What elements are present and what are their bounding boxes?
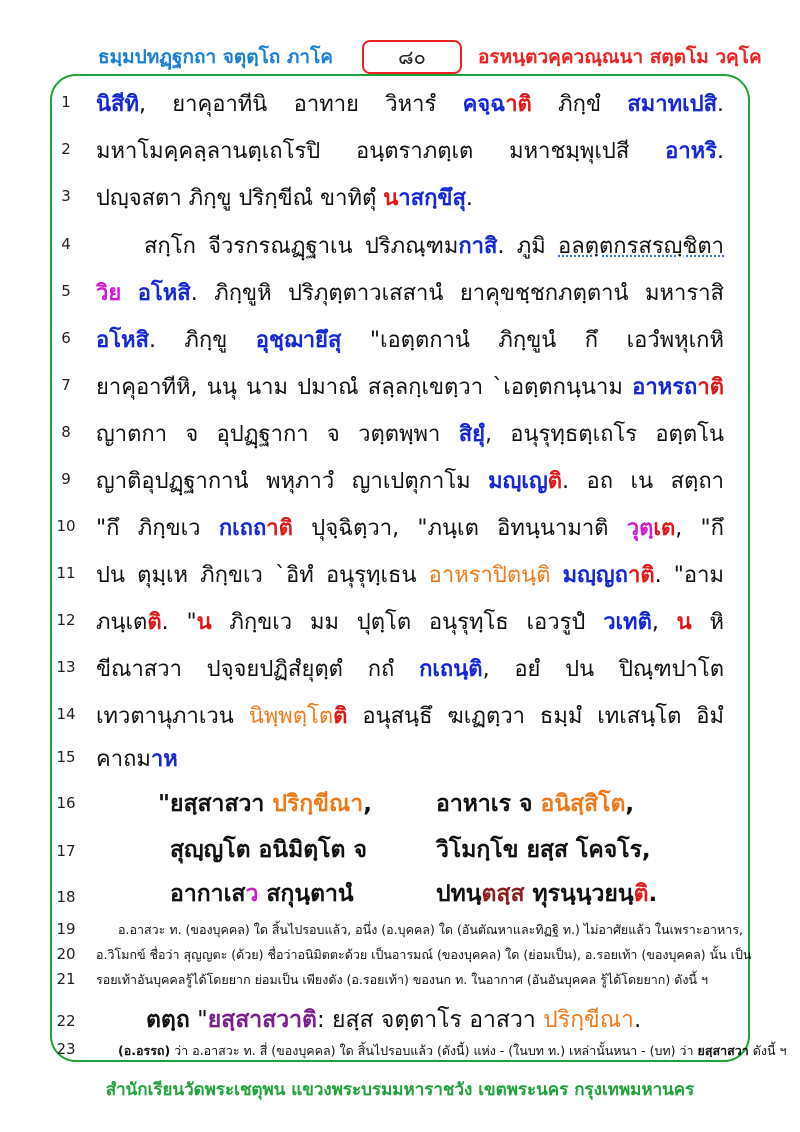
text-run: . " bbox=[161, 610, 197, 635]
highlight-prefix: น bbox=[383, 186, 399, 211]
line-number: 2 bbox=[61, 140, 71, 158]
text-line-4 bbox=[144, 228, 724, 263]
text-run: ภิกฺขํ bbox=[531, 92, 628, 117]
text-line-1 bbox=[96, 86, 724, 121]
line-number: 21 bbox=[56, 970, 76, 988]
text-run: . bbox=[633, 1007, 642, 1033]
text-run: หิ bbox=[691, 610, 725, 635]
underlined-compound: อลตฺตกรสรญฺชิตา bbox=[558, 234, 724, 259]
line-number: 8 bbox=[61, 423, 71, 441]
highlight-word: อโหสิ bbox=[137, 281, 191, 306]
text-run: , ยาคุอาทีนิ อาทาย วิหารํ bbox=[138, 92, 463, 117]
text-line-6 bbox=[96, 322, 724, 357]
highlight-suffix: าติ bbox=[697, 375, 724, 400]
highlight-word: อาหริ bbox=[665, 139, 717, 164]
text-run: ยาคุอาทีหิ, นนุ นาม ปมาณํ สลฺลกฺเขตฺวา `เอตฺตกนฺนาม bbox=[96, 375, 633, 400]
text-run: "เอตฺตกานํ ภิกฺขูนํ กึ เอวํพหุเกหิ bbox=[341, 328, 725, 353]
text-line-2 bbox=[96, 133, 724, 168]
highlight-word: คจฺฉ bbox=[462, 92, 506, 117]
line-number: 12 bbox=[56, 611, 76, 629]
line-number: 6 bbox=[61, 329, 71, 347]
text-line-15 bbox=[96, 741, 724, 776]
text-run: ว่า อ.อาสวะ ท. สี่ (ของบุคคล) ใด สิ้นไปรอบแล้ว (ดังนี้) แห่ง - (ในบท ท.) เหล่านั้นหนา - (บท) ว่า bbox=[170, 1043, 698, 1058]
highlight-word: นิพฺพตฺโต bbox=[248, 704, 334, 729]
highlight-word: าสกฺขึสุ bbox=[398, 186, 466, 211]
highlight-word: อาหรถ bbox=[632, 375, 698, 400]
text-line-5 bbox=[96, 275, 724, 310]
translation-line-21: รอยเท้าอันบุคคลรู้ได้โดยยาก ย่อมเป็น เพียงดัง (อ.รอยเท้า) ของนก ท. ในอากาศ (อันอันบุคคล รู้ได้โดยยาก) ดังนี้ ฯ bbox=[96, 972, 708, 987]
highlight-word: อุชฺฌายึสุ bbox=[255, 328, 342, 353]
highlight-suffix: ติ bbox=[147, 610, 162, 635]
verse-line-3b bbox=[436, 876, 657, 912]
text-run: "กึ ภิกฺขเว bbox=[96, 516, 219, 541]
highlight-word: อาหราปิตนฺติ bbox=[428, 563, 551, 588]
text-run: อาหาเร จ bbox=[436, 791, 541, 817]
line-number: 11 bbox=[56, 564, 76, 582]
running-header-right: อรหนฺตวคฺควณฺณนา สตฺตโม วคฺโค bbox=[478, 46, 762, 68]
text-run: ญาตกา จ อุปฏฺฐากา จ วตฺตพฺพา bbox=[96, 422, 459, 447]
line-number: 23 bbox=[56, 1040, 76, 1058]
text-run: ญาติอุปฏฺฐากานํ พหุภาวํ ญาเปตุกาโม bbox=[96, 469, 489, 494]
text-line-7 bbox=[96, 369, 724, 404]
text-run: , bbox=[651, 610, 677, 635]
highlight-suffix: าติ bbox=[505, 92, 532, 117]
line-number: 16 bbox=[56, 794, 76, 812]
text-run: . bbox=[465, 186, 473, 211]
text-run: (อ.อรรถ) bbox=[118, 1043, 171, 1058]
text-run bbox=[551, 563, 563, 588]
text-line-22 bbox=[146, 1002, 736, 1038]
highlight-word: นิสีทิ bbox=[96, 92, 139, 117]
text-run bbox=[121, 281, 138, 306]
highlight-word: สิยุํ bbox=[458, 422, 486, 447]
line-number: 1 bbox=[61, 93, 71, 111]
highlight-word: ตสฺส bbox=[481, 881, 525, 907]
highlight-word: วเทติ bbox=[603, 610, 652, 635]
highlight-suffix: ติ bbox=[333, 704, 348, 729]
highlight-word: มญฺเญ bbox=[488, 469, 548, 494]
highlight-word: กเถถ bbox=[218, 516, 267, 541]
text-line-12 bbox=[96, 604, 724, 639]
text-run: ตตฺถ bbox=[146, 1007, 190, 1033]
line-number: 18 bbox=[56, 888, 76, 906]
text-run: . อถ เน สตฺถา bbox=[561, 469, 725, 494]
translation-line-20: อ.วิโมกข์ ชื่อว่า สุญญตะ (ด้วย) ชื่อว่าอนิมิตตะด้วย เป็นอารมณ์ (ของบุคคล) ใด (ย่อมเป็น), อ.รอยเท้า (ของบุคคล) นั้น เป็น bbox=[96, 947, 752, 962]
text-run: . ภูมิ bbox=[497, 234, 559, 259]
text-run: . "อาม bbox=[654, 563, 724, 588]
text-run: สกุนฺตานํ bbox=[258, 881, 354, 907]
text-run: ทุรนฺนฺวยนฺ bbox=[524, 881, 634, 907]
highlight-word: น bbox=[196, 610, 212, 635]
text-run: . ภิกฺขู bbox=[148, 328, 256, 353]
highlight-suffix: าติ bbox=[627, 563, 655, 588]
line-number: 5 bbox=[61, 282, 71, 300]
text-line-3 bbox=[96, 180, 724, 215]
text-line-8 bbox=[96, 416, 724, 451]
line-number: 17 bbox=[56, 842, 76, 860]
text-run: . bbox=[648, 881, 658, 907]
text-run: . bbox=[717, 92, 724, 117]
text-run: ปน ตุมฺเห ภิกฺขเว `อิทํ อนุรุทฺเธน bbox=[96, 563, 429, 588]
text-run: มหาโมคฺคลฺลานตฺเถโรปิ อนฺตราภตฺเต มหาชมฺพุเปสี bbox=[96, 139, 666, 164]
publisher-footer: สำนักเรียนวัดพระเชตุพน แขวงพระบรมมหาราชวัง เขตพระนคร กรุงเทพมหานคร bbox=[105, 1080, 695, 1100]
text-run: , "กึ bbox=[675, 516, 724, 541]
text-line-11 bbox=[96, 557, 724, 592]
text-run: , bbox=[625, 791, 635, 817]
verse-line-2b: วิโมกฺโข ยสฺส โคจโร, bbox=[436, 837, 651, 863]
text-run: ดังนี้ ฯ bbox=[748, 1043, 787, 1058]
text-run: ภิกฺขเว มม ปุตฺโต อนุรุทฺโธ เอวรูปํ bbox=[211, 610, 604, 635]
line-number: 10 bbox=[56, 517, 76, 535]
highlight-word: ยสฺสาสวาติ bbox=[207, 1007, 317, 1033]
text-run: สกฺโก จีวรกรณฏฺฐาเน ปริภณฺฑม bbox=[144, 234, 459, 259]
text-run: เทวตานุภาเวน bbox=[96, 704, 249, 729]
line-number: 4 bbox=[61, 235, 71, 253]
verse-line-1b bbox=[436, 786, 634, 822]
line-number: 19 bbox=[56, 920, 76, 938]
text-run: คาถม bbox=[96, 747, 151, 772]
text-line-10 bbox=[96, 510, 724, 545]
text-line-14 bbox=[96, 698, 724, 733]
text-run: อากาเส bbox=[170, 881, 246, 907]
highlight-word: สมาทเปสิ bbox=[627, 92, 717, 117]
highlight-word: น bbox=[676, 610, 692, 635]
line-number: 20 bbox=[56, 945, 76, 963]
text-run: ยสฺสาสวา bbox=[697, 1043, 749, 1058]
text-run: อนุสนฺธึ ฆเฏตฺวา ธมฺมํ เทเสนฺโต อิมํ bbox=[347, 704, 724, 729]
highlight-word: ปริกฺขีณา bbox=[543, 1007, 634, 1033]
highlight-word: กเถนฺติ bbox=[419, 657, 483, 682]
line-number: 22 bbox=[56, 1012, 76, 1030]
highlight-word: วุตฺ bbox=[626, 516, 654, 541]
text-run: . ภิกฺขูหิ ปริภุตฺตาวเสสานํ ยาคุขชฺชกภตฺตานํ มหาราสิ bbox=[190, 281, 724, 306]
line-number: 9 bbox=[61, 470, 71, 488]
highlight-word: วิย bbox=[96, 281, 122, 306]
verse-line-1a bbox=[158, 786, 372, 822]
text-run: , อนุรุทฺธตฺเถโร อตฺตโน bbox=[485, 422, 724, 447]
verse-line-2a: สุญฺญโต อนิมิตฺโต จ bbox=[170, 837, 367, 863]
line-number: 15 bbox=[56, 748, 76, 766]
highlight-suffix: าห bbox=[150, 747, 178, 772]
text-line-13 bbox=[96, 651, 724, 686]
highlight-word: อนิสฺสิโต bbox=[540, 791, 626, 817]
highlight-suffix: ติ bbox=[633, 881, 649, 907]
highlight-suffix: ว bbox=[245, 881, 259, 907]
highlight-word: มญฺญถ bbox=[562, 563, 628, 588]
text-run: "ยสฺสาสวา bbox=[158, 791, 273, 817]
line-number: 14 bbox=[56, 705, 76, 723]
highlight-suffix: าติ bbox=[266, 516, 293, 541]
text-run: : ยสฺส จตฺตาโร อาสวา bbox=[316, 1007, 544, 1033]
translation-line-19: อ.อาสวะ ท. (ของบุคคล) ใด สิ้นไปรอบแล้ว, อนึ่ง (อ.บุคคล) ใด (อันตัณหาและทิฏฐิ ท.) ไม่อาศัยแล้ว ในเพราะอาหาร, bbox=[118, 922, 744, 937]
text-run: ปญฺจสตา ภิกฺขู ปริกฺขีณํ ขาทิตุํ bbox=[96, 186, 384, 211]
highlight-suffix: เต bbox=[653, 516, 676, 541]
line-number: 3 bbox=[61, 187, 71, 205]
text-run: ปทนฺ bbox=[436, 881, 482, 907]
line-number: 7 bbox=[61, 376, 71, 394]
text-run: ปุจฺฉิตฺวา, "ภนฺเต อิทนฺนามาติ bbox=[292, 516, 627, 541]
text-run: , bbox=[363, 791, 372, 817]
text-run: " bbox=[189, 1007, 208, 1033]
text-run: ขีณาสวา ปจฺจยปฏิสํยุตฺตํ กถํ bbox=[96, 657, 420, 682]
text-run: . bbox=[717, 139, 724, 164]
translation-line-23 bbox=[118, 1041, 787, 1061]
line-number: 13 bbox=[56, 658, 76, 676]
page-number: ๘๐ bbox=[362, 40, 462, 74]
highlight-word: กาสิ bbox=[458, 234, 498, 259]
text-line-9 bbox=[96, 463, 724, 498]
verse-line-3a bbox=[170, 876, 354, 912]
text-run: ภนฺเต bbox=[96, 610, 148, 635]
highlight-suffix: ติ bbox=[547, 469, 562, 494]
highlight-word: อโหสิ bbox=[96, 328, 149, 353]
highlight-word: ปริกฺขีณา bbox=[272, 791, 364, 817]
running-header-left: ธมฺมปทฏฺฐกถา จตุตฺโถ ภาโค bbox=[98, 46, 334, 68]
text-run: , อยํ ปน ปิณฺฑปาโต bbox=[482, 657, 724, 682]
